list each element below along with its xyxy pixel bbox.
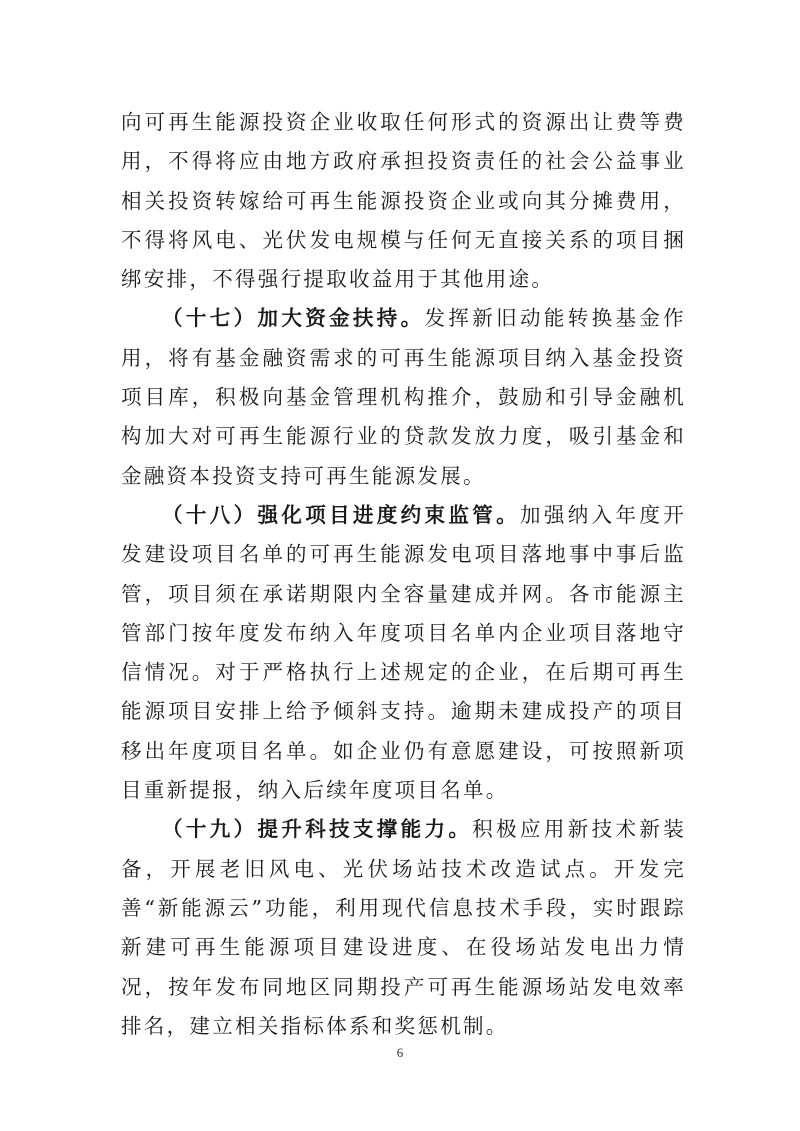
body-text: [121, 103, 686, 1046]
paragraph-heading: （十八）强化项目进度约束监管。: [162, 502, 520, 527]
paragraph-heading: （十七）加大资金扶持。: [162, 306, 425, 331]
paragraph-18: [121, 496, 686, 810]
paragraph-text: 加强纳入年度开发建设项目名单的可再生能源发电项目落地事中事后监管，项目须在承诺期限内全容量建成并网。各市能源主管部门按年度发布纳入年度项目名单内企业项目落地守信情况。对于严格执行上述规定的企业，在后期可再生能源项目安排上给予倾斜支持。逾期未建成投产的项目移出年度项目名单。如企业仍有意愿建设，可按照新项目重新提报，纳入后续年度项目名单。: [121, 502, 686, 803]
page-number: 6: [396, 1045, 404, 1060]
paragraph-17: [121, 299, 686, 495]
paragraph-heading: （十九）提升科技支撑能力。: [162, 817, 473, 842]
paragraph-19: [121, 810, 686, 1046]
paragraph-text: 发挥新旧动能转换基金作用，将有基金融资需求的可再生能源项目纳入基金投资项目库，积极向基金管理机构推介，鼓励和引导金融机构加大对可再生能源行业的贷款发放力度，吸引基金和金融资本投资支持可再生能源发展。: [121, 306, 686, 488]
paragraph-text: 向可再生能源投资企业收取任何形式的资源出让费等费用，不得将应由地方政府承担投资责任的社会公益事业相关投资转嫁给可再生能源投资企业或向其分摊费用，不得将风电、光伏发电规模与任何无直接关系的项目捆绑安排，不得强行提取收益用于其他用途。: [121, 110, 686, 292]
paragraph-continuation: [121, 103, 686, 299]
paragraph-text: 积极应用新技术新装备，开展老旧风电、光伏场站技术改造试点。开发完善“新能源云”功能，利用现代信息技术手段，实时跟踪新建可再生能源项目建设进度、在役场站发电出力情况，按年发布同地区同期投产可再生能源场站发电效率排名，建立相关指标体系和奖惩机制。: [121, 817, 686, 1038]
